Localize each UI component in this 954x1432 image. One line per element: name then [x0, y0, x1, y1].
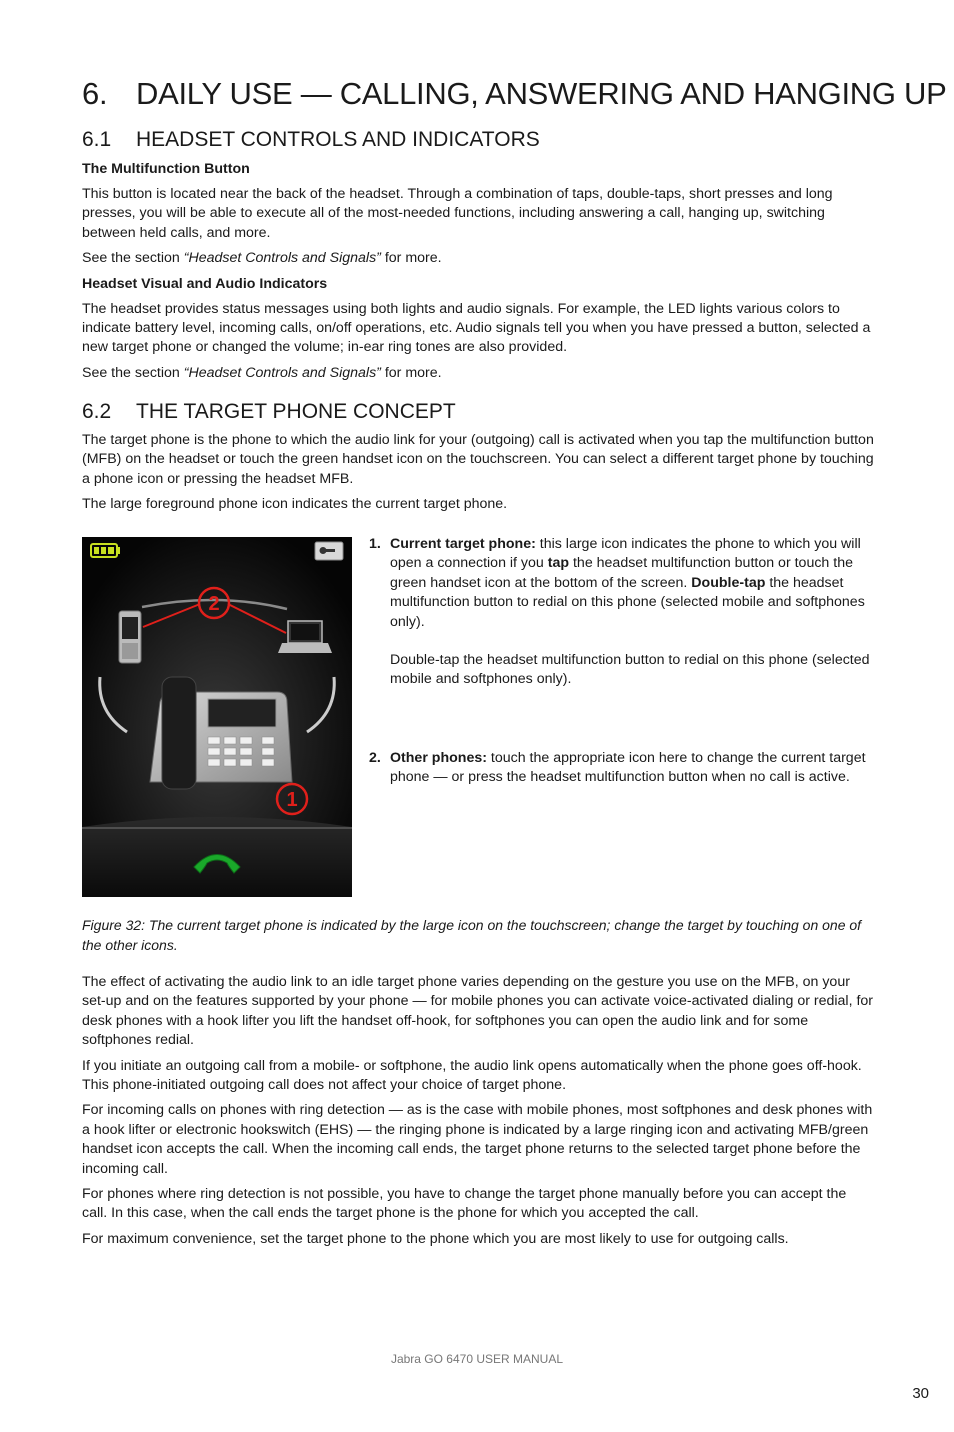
see-section-line	[82, 249, 874, 268]
section-6-1-body	[82, 160, 874, 383]
item-tap: tap	[547, 555, 570, 572]
chapter-heading	[82, 76, 946, 112]
see-suffix: for more.	[380, 250, 442, 267]
section-heading	[82, 128, 874, 152]
section-6-2	[82, 400, 874, 515]
desk-phone-icon[interactable]	[150, 677, 292, 789]
item-number: 2.	[369, 749, 381, 766]
item-number: 1.	[369, 536, 381, 552]
item-text-body: touch the appropriate icon here to change the current target phone — or press the headset multifunction button when no call is active.	[390, 749, 866, 786]
item-text	[390, 535, 874, 632]
item-label: Current target phone:	[390, 536, 536, 552]
item-text-c: the headset multifunction button to redial on this phone (selected mobile and softphones only).	[390, 574, 865, 630]
section-heading	[82, 400, 874, 424]
paragraph-foreground-icon: The large foreground phone icon indicates the current target phone.	[82, 496, 508, 513]
section-title: THE TARGET PHONE CONCEPT	[136, 400, 456, 423]
paragraph: For phones where ring detection is not possible, you have to change the target phone manually before you can accept the call. In this case, when the call ends the target phone is the phone for which you accepted the call.	[82, 1186, 847, 1222]
item-double-tap: Double-tap	[691, 574, 766, 591]
item-text-second: Double-tap the headset multifunction button to redial on this phone (selected mobile and softphones only).	[390, 652, 870, 688]
paragraph: For incoming calls on phones with ring detection — as is the case with mobile phones, most softphones and desk phones with a hook lifter or electronic hookswitch (EHS) — the ringing phone is indicated by a large ringing icon and activating MFB/green handset icon accepts the call. When the incoming call ends, the target phone returns to the selected target phone before the incoming call.	[82, 1102, 873, 1177]
touchscreen-illustration	[82, 537, 352, 897]
chapter-number: 6.	[82, 76, 108, 111]
item-text-b: the headset multifunction button or touch the green handset icon at the bottom of the screen.	[390, 555, 853, 591]
item-text-a: this large icon indicates the phone to which you will open a connection if you	[390, 536, 861, 572]
touchscreen-figure	[82, 537, 352, 897]
footer-manual-title: Jabra GO 6470 USER MANUAL	[390, 1352, 564, 1366]
callout-item-1	[369, 535, 874, 690]
section-title: HEADSET CONTROLS AND INDICATORS	[136, 128, 540, 151]
callout-list	[369, 535, 874, 788]
item-text	[390, 749, 874, 788]
svg-text:2: 2	[208, 593, 220, 615]
see-reference: “Headset Controls and Signals”	[183, 364, 381, 381]
paragraph: For maximum convenience, set the target phone to the phone which you are most likely to use for outgoing calls.	[82, 1230, 789, 1247]
section-number: 6.2	[82, 400, 112, 423]
svg-text:1: 1	[286, 789, 298, 811]
chapter-title: DAILY USE — CALLING, ANSWERING AND HANGING UP	[136, 76, 947, 111]
paragraph-indicators: The headset provides status messages using both lights and audio signals. For example, the LED lights various colors to indicate battery level, incoming calls, on/off operations, etc. Audio signals tell you when you have pressed a button, selected a new target phone or changed the volume; in-ear ring tones are also provided.	[82, 300, 871, 356]
settings-icon[interactable]	[315, 542, 343, 560]
item-label: Other phones:	[390, 749, 487, 766]
paragraph-mfb: This button is located near the back of the headset. Through a combination of taps, double-taps, short presses and long presses, you will be able to execute all of the most-needed functions, including answering a call, hanging up, switching between held calls, and more.	[82, 186, 833, 241]
see-reference: “Headset Controls and Signals”	[183, 250, 381, 267]
see-prefix: See the section	[82, 250, 184, 267]
figure-caption: Figure 32: The current target phone is indicated by the large icon on the touchscreen; change the target by touching on one of the other icons.	[82, 917, 862, 953]
subheading-indicators: Headset Visual and Audio Indicators	[82, 275, 328, 292]
paragraph: If you initiate an outgoing call from a mobile- or softphone, the audio link opens automatically when the phone goes off-hook. This phone-initiated outgoing call does not affect your choice of target phone.	[82, 1057, 862, 1094]
subheading-mfb: The Multifunction Button	[82, 161, 250, 177]
see-section-line	[82, 364, 874, 383]
mobile-phone-icon[interactable]	[119, 611, 141, 663]
paragraph: The effect of activating the audio link to an idle target phone varies depending on the gesture you use on the MFB, on your set-up and on the features supported by your phone — for mobile phones you can activate voice-activated dialing or redial, for desk phones with a hook lifter you lift the handset off-hook, for softphones you can open the audio link and for some softphones redial.	[82, 974, 874, 1049]
section-6-1	[82, 128, 874, 152]
section-number: 6.1	[82, 128, 112, 151]
see-prefix: See the section	[82, 364, 184, 381]
paragraph-target-phone: The target phone is the phone to which the audio link for your (outgoing) call is activated when you tap the multifunction button (MFB) on the headset or touch the green handset icon on the touchscreen. You can select a different target phone by touching a phone icon or pressing the headset MFB.	[82, 432, 874, 487]
page-number: 30	[912, 1385, 929, 1402]
body-text	[82, 973, 874, 1249]
see-suffix: for more.	[380, 364, 442, 381]
callout-item-2	[369, 749, 874, 788]
